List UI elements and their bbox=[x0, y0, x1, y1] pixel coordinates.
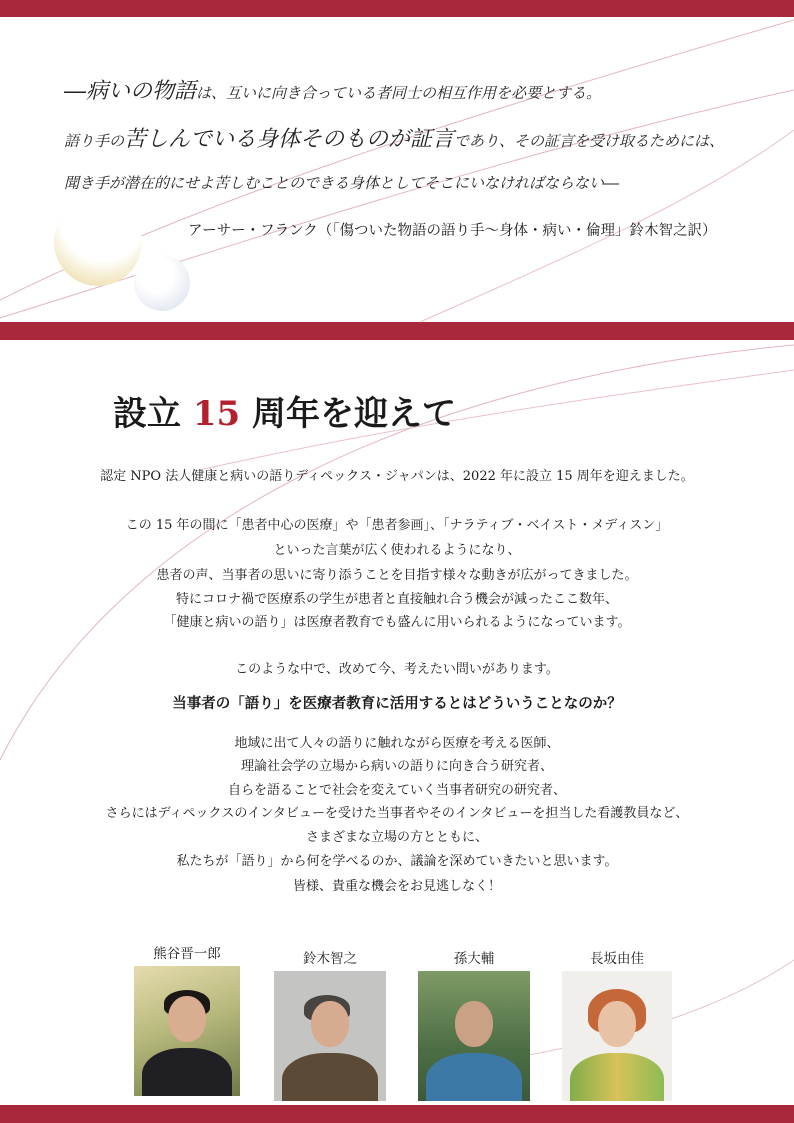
body-line: 理論社会学の立場から病いの語りに向き合う研究者、 bbox=[240, 759, 553, 774]
quote-attribution: アーサー・フランク（「傷ついた物語の語り手～身体・病い・倫理」鈴木智之訳） bbox=[188, 223, 717, 239]
speaker-card bbox=[134, 942, 240, 1096]
speaker-card bbox=[418, 947, 530, 1101]
speaker-photo bbox=[274, 971, 386, 1101]
quote-line-2: 語り手の苦しんでいる身体そのものが証言であり、その証言を受け取るためには、 bbox=[64, 127, 725, 152]
speaker-photo bbox=[562, 971, 672, 1101]
body-line: 自らを語ることで社会を変えていく当事者研究の研究者、 bbox=[227, 783, 566, 798]
top-band bbox=[0, 0, 794, 17]
body-line: 私たちが「語り」から何を学べるのか、議論を深めていきたいと思います。 bbox=[176, 854, 618, 869]
anniversary-number: 15 bbox=[192, 394, 241, 434]
body-line: 特にコロナ禍で医療系の学生が患者と直接触れ合う機会が減ったここ数年、 bbox=[175, 592, 618, 607]
page-title: 設立 15 周年を迎えて bbox=[113, 394, 457, 434]
speaker-name: 長坂由佳 bbox=[590, 951, 644, 967]
quote-line-1: ―病いの物語は、互いに向き合っている者同士の相互作用を必要とする。 bbox=[64, 79, 602, 104]
body-line: さらにはディペックスのインタビューを受けた当事者やそのインタビューを担当した看護教員など、 bbox=[105, 806, 689, 821]
speaker-card bbox=[562, 947, 672, 1101]
quote-emphasis: 苦しんでいる身体そのものが証言 bbox=[124, 127, 455, 152]
decorative-bubble bbox=[54, 198, 142, 286]
body-line: といった言葉が広く使われるようになり、 bbox=[273, 543, 521, 558]
body-line: 皆様、貴重な機会をお見逃しなく！ bbox=[292, 879, 501, 894]
body-line: 地域に出て人々の語りに触れながら医療を考える医師、 bbox=[234, 736, 560, 751]
quote-line-3: 聞き手が潜在的にせよ苦しむことのできる身体としてそこにいなければならない― bbox=[64, 174, 620, 192]
speaker-photo bbox=[134, 966, 240, 1096]
intro-text: 認定 NPO 法人健康と病いの語りディペックス・ジャパンは、2022 年に設立 15 周年を迎えました。 bbox=[100, 469, 694, 484]
bottom-band bbox=[0, 1105, 794, 1123]
key-question: 当事者の「語り」を医療者教育に活用するとはどういうことなのか？ bbox=[172, 696, 622, 712]
speaker-name: 熊谷晋一郎 bbox=[153, 946, 221, 962]
body-line: さまざまな立場の方とともに、 bbox=[305, 830, 488, 845]
decorative-bubble bbox=[134, 255, 190, 311]
body-line: この 15 年の間に「患者中心の医療」や「患者参画」、「ナラティブ・ベイスト・メディスン」 bbox=[125, 518, 669, 533]
lead-text: このような中で、改めて今、考えたい問いがあります。 bbox=[235, 662, 559, 677]
body-line: 患者の声、当事者の思いに寄り添うことを目指す様々な動きが広がってきました。 bbox=[156, 568, 638, 583]
speaker-photo bbox=[418, 971, 530, 1101]
speaker-name: 孫大輔 bbox=[453, 951, 495, 967]
speaker-card bbox=[274, 947, 386, 1101]
speaker-name: 鈴木智之 bbox=[303, 951, 357, 967]
middle-band bbox=[0, 322, 794, 340]
body-line: 「健康と病いの語り」は医療者教育でも盛んに用いられるようになっています。 bbox=[163, 615, 631, 630]
quote-emphasis: ―病いの物語 bbox=[64, 79, 197, 104]
